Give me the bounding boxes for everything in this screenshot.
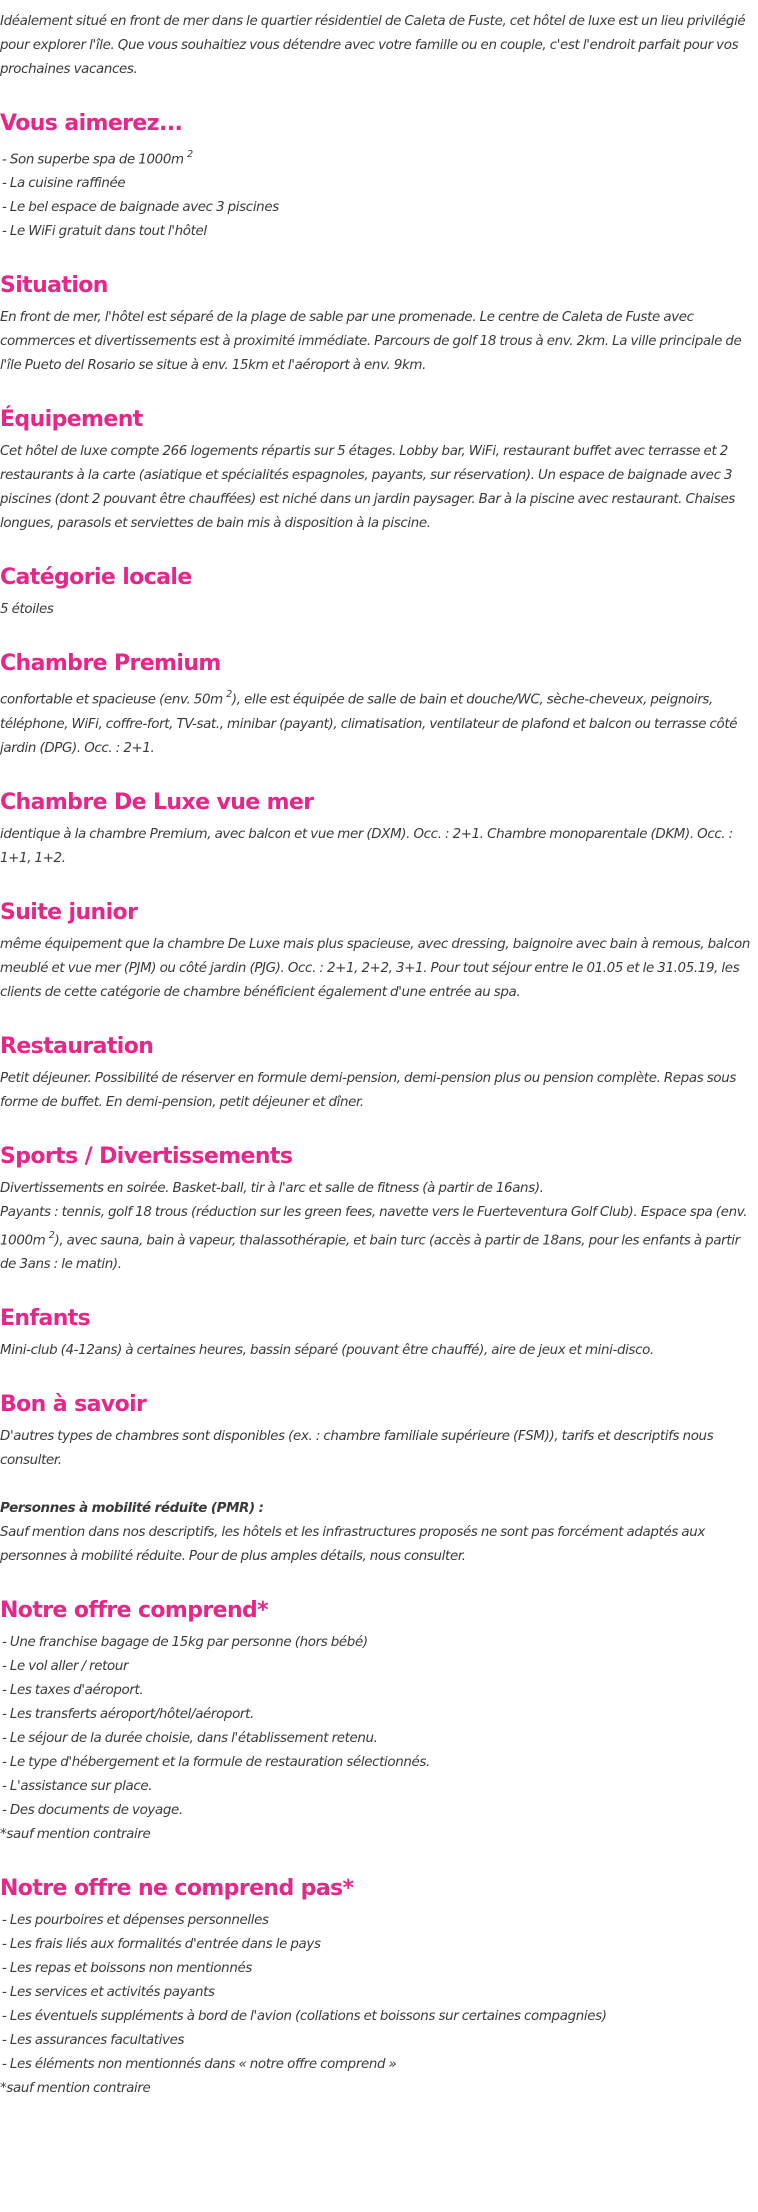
pmr-label: Personnes à mobilité réduite (PMR) : <box>0 1501 264 1517</box>
chambre-deluxe-heading: Chambre De Luxe vue mer <box>0 789 314 815</box>
list-item: - Le séjour de la durée choisie, dans l'établissement retenu. <box>2 1731 378 1747</box>
chambre-premium-heading: Chambre Premium <box>0 651 221 677</box>
offre-comprend-list <box>0 1631 758 1823</box>
hotel-description-page <box>0 10 758 2101</box>
offre-ne-comprend-pas-list <box>0 1909 758 2077</box>
pmr-text: Sauf mention dans nos descriptifs, les hôtels et les infrastructures proposés ne sont pas forcément adaptés aux personnes à mobilité réduite. Pour de plus amples détails, nous consulter. <box>0 1525 705 1565</box>
restauration-text: Petit déjeuner. Possibilité de réserver en formule demi-pension, demi-pension plus ou pension complète. Repas sous forme de buffet. En demi-pension, petit déjeuner et dîner. <box>0 1070 737 1110</box>
list-item: - Les repas et boissons non mentionnés <box>2 1961 252 1977</box>
list-item: - Le WiFi gratuit dans tout l'hôtel <box>2 224 207 240</box>
vous-aimerez-heading: Vous aimerez... <box>0 111 183 136</box>
list-item: - Les éventuels suppléments à bord de l'avion (collations et boissons sur certaines compagnies) <box>2 2009 607 2025</box>
offre-ne-comprend-pas-heading: Notre offre ne comprend pas* <box>0 1876 354 1902</box>
suite-junior-text: même équipement que la chambre De Luxe mais plus spacieuse, avec dressing, baignoire avec bain à remous, balcon meublé et vue mer (PJM) ou côté jardin (PJG). Occ. : 2+1, 2+2, 3+1. Pour tout séjour entre le 01.05 et le 31.05.19, les clients de cette catégorie de chambre bénéficient également d'une entrée au spa. <box>0 936 751 1000</box>
list-item: - Les éléments non mentionnés dans « notre offre comprend » <box>2 2057 397 2073</box>
chambre-premium-text: confortable et spacieuse (env. 50m $^2$), elle est équipée de salle de bain et douche/WC, sèche-cheveux, peignoirs, téléphone, WiFi, coffre-fort, TV-sat., minibar (payant), climatisation, ventilateur de plafond et balcon ou terrasse côté jardin (DPG). Occ. : 2+1. <box>0 689 738 756</box>
categorie-text: 5 étoiles <box>0 602 54 618</box>
list-item: - Les taxes d'aéroport. <box>2 1683 144 1699</box>
equipement-text: Cet hôtel de luxe compte 266 logements répartis sur 5 étages. Lobby bar, WiFi, restaurant buffet avec terrasse et 2 restaurants à la carte (asiatique et spécialités espagnoles, payants, sur réservation). Un espace de baignade avec 3 piscines (dont 2 pouvant être chauffées) est niché dans un jardin paysager. Bar à la piscine avec restaurant. Chaises longues, parasols et serviettes de bain mis à disposition à la piscine. <box>0 444 735 532</box>
suite-junior-heading: Suite junior <box>0 899 138 925</box>
offre-comprend-heading: Notre offre comprend* <box>0 1598 269 1624</box>
list-item: - Le vol aller / retour <box>2 1659 129 1675</box>
offre-ne-comprend-pas-note: *sauf mention contraire <box>0 2081 151 2097</box>
categorie-heading: Catégorie locale <box>0 565 192 591</box>
bon-a-savoir-heading: Bon à savoir <box>0 1392 147 1418</box>
list-item: - Des documents de voyage. <box>2 1803 183 1819</box>
list-item: - Les frais liés aux formalités d'entrée dans le pays <box>2 1937 321 1953</box>
list-item: - Une franchise bagage de 15kg par personne (hors bébé) <box>2 1635 368 1651</box>
chambre-deluxe-text: identique à la chambre Premium, avec balcon et vue mer (DXM). Occ. : 2+1. Chambre monoparentale (DKM). Occ. : 1+1, 1+2. <box>0 826 733 866</box>
enfants-heading: Enfants <box>0 1306 91 1332</box>
offre-comprend-note: *sauf mention contraire <box>0 1827 151 1843</box>
equipement-heading: Équipement <box>0 407 143 433</box>
sports-heading: Sports / Divertissements <box>0 1143 293 1169</box>
situation-text: En front de mer, l'hôtel est séparé de la plage de sable par une promenade. Le centre de Caleta de Fuste avec commerces et divertissements est à proximité immédiate. Parcours de golf 18 trous à env. 2km. La ville principale de l'île Pueto del Rosario se situe à env. 15km et l'aéroport à env. 9km. <box>0 310 742 374</box>
enfants-text: Mini-club (4-12ans) à certaines heures, bassin séparé (pouvant être chauffé), aire de jeux et mini-disco. <box>0 1343 654 1359</box>
list-item: - Les transferts aéroport/hôtel/aéroport. <box>2 1707 254 1723</box>
sports-text-line2: Payants : tennis, golf 18 trous (réduction sur les green fees, navette vers le Fuerteventura Golf Club). Espace spa (env. 1000m $^2$), avec sauna, bain à vapeur, thalassothérapie, et bain turc (accès à partir de 18ans, pour les enfants à partir de 3ans : le matin). <box>0 1204 748 1273</box>
intro-text: Idéalement situé en front de mer dans le quartier résidentiel de Caleta de Fuste, cet hôtel de luxe est un lieu privilégié pour explorer l'île. Que vous souhaitiez vous détendre avec votre famille ou en couple, c'est l'endroit parfait pour vos prochaines vacances. <box>0 14 746 77</box>
list-item: - La cuisine raffinée <box>2 176 126 192</box>
bon-a-savoir-text: D'autres types de chambres sont disponibles (ex. : chambre familiale supérieure (FSM)), tarifs et descriptifs nous consulter. <box>0 1429 714 1469</box>
vous-aimerez-list <box>0 144 758 244</box>
list-item: - Les services et activités payants <box>2 1985 215 2001</box>
restauration-heading: Restauration <box>0 1033 154 1059</box>
list-item: - Les assurances facultatives <box>2 2033 185 2049</box>
list-item: - L'assistance sur place. <box>2 1779 153 1795</box>
list-item: - Le type d'hébergement et la formule de restauration sélectionnés. <box>2 1755 430 1771</box>
sports-text-line1: Divertissements en soirée. Basket-ball, tir à l'arc et salle de fitness (à partir de 16ans). <box>0 1180 544 1196</box>
list-item: - Son superbe spa de 1000m $^2$ <box>2 149 193 168</box>
list-item: - Les pourboires et dépenses personnelles <box>2 1913 269 1929</box>
list-item: - Le bel espace de baignade avec 3 piscines <box>2 200 279 216</box>
situation-heading: Situation <box>0 273 108 299</box>
